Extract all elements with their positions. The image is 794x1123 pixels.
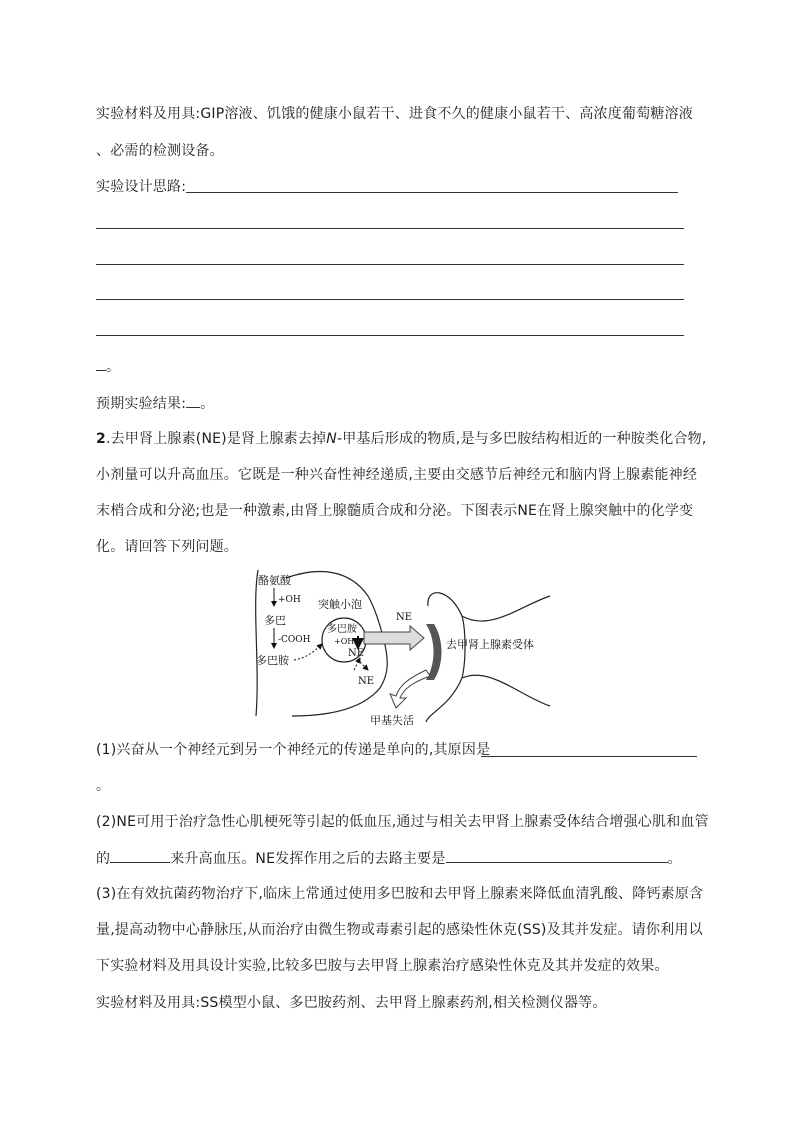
design-answer-line-1[interactable]	[186, 192, 678, 193]
postsynaptic-membrane	[426, 593, 465, 722]
postsynaptic-outline-bottom	[462, 675, 550, 706]
expected-blank[interactable]	[186, 393, 200, 408]
q1-answer-blank[interactable]	[481, 756, 697, 757]
design-end	[96, 356, 120, 377]
reuptake-arrow-2	[360, 662, 368, 670]
label-vesicle: 突触小泡	[318, 598, 362, 611]
label-ne-in: NE	[348, 648, 365, 659]
q2-line1-italic: N	[326, 431, 337, 447]
label-plus-oh-1: +OH	[278, 595, 301, 605]
design-answer-line-3[interactable]	[96, 264, 684, 265]
design-end-mark: 。	[106, 359, 121, 375]
design-label-text: 实验设计思路:	[96, 179, 187, 195]
q2-line1-text: .去甲肾上腺素(NE)是肾上腺素去掉	[105, 431, 327, 447]
q2-line-1: (2)NE可用于治疗急性心肌梗死等引起的低血压,通过与相关去甲肾上腺素受体结合增强心肌和血管	[96, 814, 709, 830]
q2-line1-tail: -甲基后形成的物质,是与多巴胺结构相近的一种胺类化合物,	[336, 431, 707, 447]
expected-result	[96, 393, 214, 414]
left-membrane-curve	[256, 570, 258, 716]
label-ne-arrow: NE	[396, 612, 413, 623]
label-methyl: 甲基失活	[370, 714, 414, 727]
label-dopa: 多巴	[264, 614, 286, 627]
design-label	[96, 177, 186, 197]
q1-end: 。	[96, 778, 111, 794]
q2-para-line-1	[96, 429, 707, 449]
materials-line-1: 实验材料及用具:GIP溶液、饥饿的健康小鼠若干、进食不久的健康小鼠若干、高浓度葡萄糖溶液	[96, 106, 693, 122]
q1-line	[96, 740, 490, 760]
receptor-bar	[426, 624, 442, 680]
synapse-diagram	[250, 566, 560, 730]
label-plus-oh-2: +OH	[334, 637, 355, 646]
label-receptor: 去甲肾上腺素受体	[446, 638, 534, 651]
postsynaptic-outline-top	[462, 596, 550, 621]
expected-label: 预期实验结果:	[96, 396, 187, 412]
q2-para-line-2: 小剂量可以升高血压。它既是一种兴奋性神经递质,主要由交感节后神经元和脑内肾上腺素能神经	[96, 467, 698, 483]
design-answer-line-2[interactable]	[96, 228, 684, 229]
label-dopamine-in: 多巴胺	[327, 624, 357, 635]
q2-answer-blank-1[interactable]	[110, 848, 170, 863]
q3-materials: 实验材料及用具:SS模型小鼠、多巴胺药剂、去甲肾上腺素药剂,相关检测仪器等。	[96, 995, 607, 1011]
q2-pre: 的	[96, 851, 111, 867]
reuptake-arrow	[354, 658, 360, 670]
ne-release-arrow	[364, 626, 424, 650]
q2-answer-blank-2[interactable]	[446, 848, 668, 863]
design-answer-line-5[interactable]	[96, 335, 684, 336]
q3-line-2: 量,提高动物中心静脉压,从而治疗由微生物或毒素引起的感染性休克(SS)及其并发症。请你利用以	[96, 922, 703, 938]
q3-line-1: (3)在有效抗菌药物治疗下,临床上常通过使用多巴胺和去甲肾上腺素来降低血清乳酸、降钙素原含	[96, 886, 704, 902]
q2-mid: 来升高血压。NE发挥作用之后的去路主要是	[170, 851, 446, 867]
q2-para-line-3: 末梢合成和分泌;也是一种激素,由肾上腺髓质合成和分泌。下图表示NE在肾上腺突触中的化学变	[96, 503, 694, 519]
materials-line-2: 、必需的检测设备。	[96, 143, 224, 159]
q1-text: (1)兴奋从一个神经元到另一个神经元的传递是单向的,其原因是	[96, 742, 491, 758]
question-number: 2	[96, 431, 106, 447]
label-ne-out: NE	[358, 676, 375, 687]
q3-line-3: 下实验材料及用具设计实验,比较多巴胺与去甲肾上腺素治疗感染性休克及其并发症的效果。	[96, 958, 669, 974]
q2-end: 。	[667, 851, 682, 867]
q2-para-line-4: 化。请回答下列问题。	[96, 539, 238, 555]
label-minus-cooh: -COOH	[278, 635, 311, 645]
design-end-blank[interactable]	[96, 356, 106, 371]
methyl-inactivation-arrow	[390, 670, 430, 708]
label-dopamine-left: 多巴胺	[256, 654, 289, 667]
label-tyrosine: 酪氨酸	[258, 574, 291, 587]
dashed-arrow-into-vesicle	[294, 644, 322, 660]
expected-end-mark: 。	[200, 396, 215, 412]
design-answer-line-4[interactable]	[96, 299, 684, 300]
q2-line-2	[96, 848, 682, 869]
